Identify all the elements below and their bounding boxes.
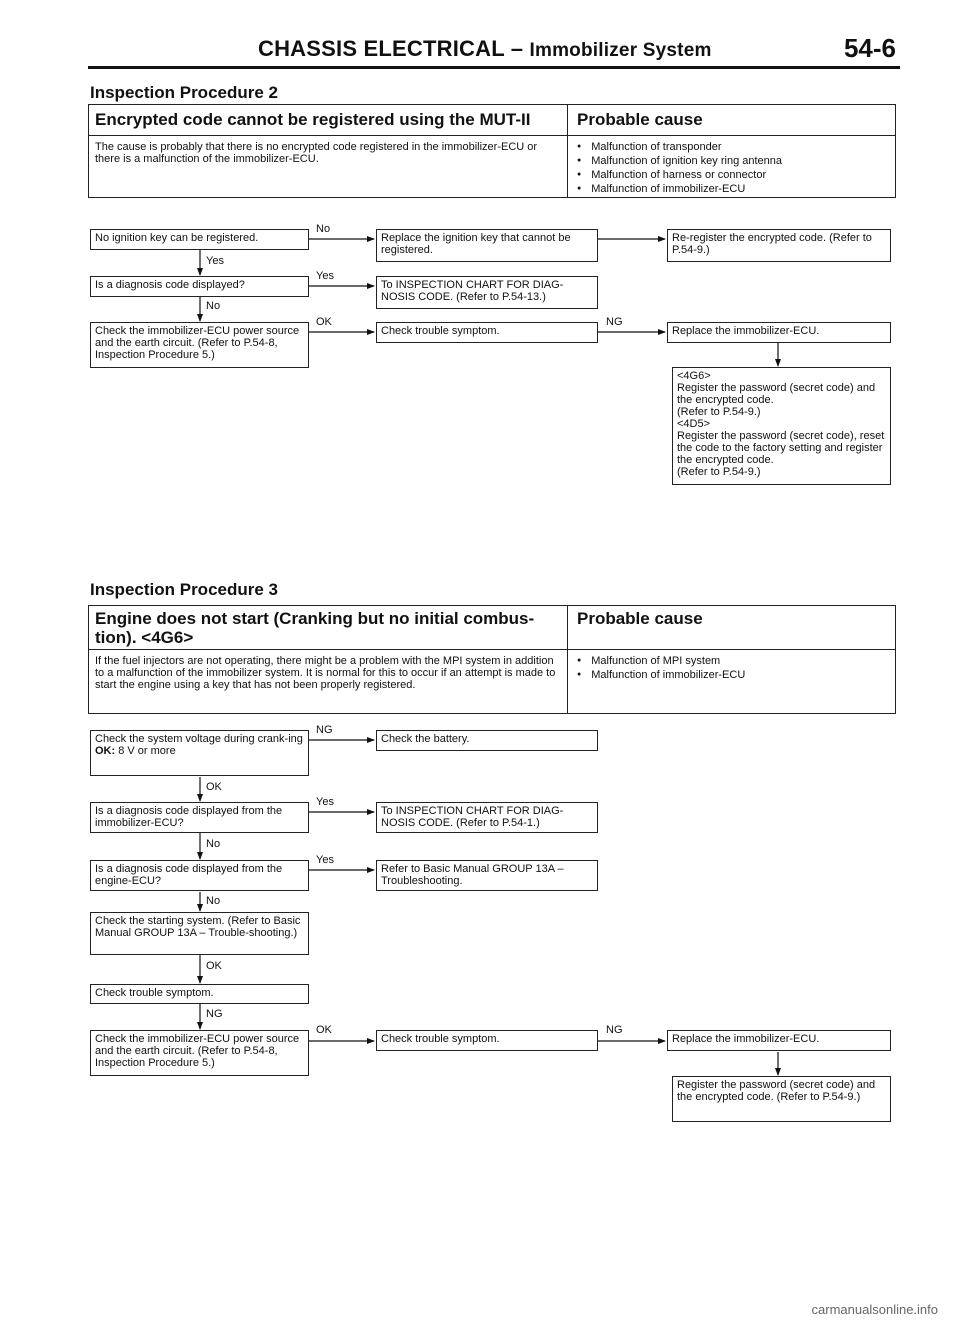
p3-label-ng: NG [316,724,333,736]
voltage-ok-label: OK: [95,745,116,757]
p2-register-box [672,367,891,485]
voltage-instruction: Check the system voltage during crank-ing [95,733,303,745]
p3-label-no: No [206,838,221,850]
p3-label-ok: OK [206,781,222,793]
procedure3-cause-header: Probable cause [577,609,703,628]
procedure2-symptom: Encrypted code cannot be registered using the MUT-II [95,110,531,129]
table-divider [89,649,895,650]
p2-replace-key-box: Replace the ignition key that cannot be registered. [376,229,598,262]
watermark-link[interactable]: carmanualsonline.info [811,1302,938,1317]
p3-insp-chart-box: To INSPECTION CHART FOR DIAG-NOSIS CODE. (Refer to P.54-1.) [376,802,598,833]
p2-diag-displayed-box: Is a diagnosis code displayed? [90,276,309,297]
p3-label-ng: NG [606,1024,623,1036]
register-line: (Refer to P.54-9.) [677,406,761,418]
procedure3-symptom: Engine does not start (Cranking but no initial combus-tion). <4G6> [95,609,535,647]
procedure2-title: Inspection Procedure 2 [90,83,278,102]
p2-label-yes: Yes [206,255,224,267]
p3-diag-immo-box: Is a diagnosis code displayed from the immobilizer-ECU? [90,802,309,833]
p3-register-box: Register the password (secret code) and the encrypted code. (Refer to P.54-9.) [672,1076,891,1122]
section-name: CHASSIS ELECTRICAL [258,36,505,61]
cause-item: ● Malfunction of transponder [577,141,887,155]
p3-label-no: No [206,895,221,907]
register-line: <4G6> [677,370,711,382]
p3-label-ok: OK [316,1024,332,1036]
p3-label-ok: OK [206,960,222,972]
subsection-name: Immobilizer System [529,40,712,61]
p2-replace-ecu-box: Replace the immobilizer-ECU. [667,322,891,343]
cause-item: ● Malfunction of MPI system [577,655,887,669]
p2-no-key-box: No ignition key can be registered. [90,229,309,250]
procedure2-cause-header: Probable cause [577,110,703,129]
p3-check-battery-box: Check the battery. [376,730,598,751]
p2-check-symptom-box: Check trouble symptom. [376,322,598,343]
procedure3-title: Inspection Procedure 3 [90,580,278,599]
voltage-spec [95,745,304,757]
p2-insp-chart-box: To INSPECTION CHART FOR DIAG-NOSIS CODE. (Refer to P.54-13.) [376,276,598,309]
p3-diag-engine-box: Is a diagnosis code displayed from the engine-ECU? [90,860,309,891]
register-line: (Refer to P.54-9.) [677,466,761,478]
p2-label-no: No [206,300,221,312]
p3-check-voltage-box [90,730,309,776]
p2-check-power-box: Check the immobilizer-ECU power source and the earth circuit. (Refer to P.54-8, Inspection Procedure 5.) [90,322,309,368]
cause-item: ● Malfunction of immobilizer-ECU [577,669,887,683]
p3-check-symptom2-box: Check trouble symptom. [376,1030,598,1051]
procedure3-table [88,605,896,714]
voltage-ok-value: 8 V or more [118,745,176,757]
page-number: 54-6 [843,33,896,63]
p3-check-starting-box: Check the starting system. (Refer to Basic Manual GROUP 13A – Trouble-shooting.) [90,912,309,955]
register-line: <4D5> [677,418,711,430]
p2-label-ok: OK [316,316,332,328]
p3-label-yes: Yes [316,796,334,808]
register-line: Register the password (secret code) and the encrypted code. [677,382,876,406]
table-divider [89,135,895,136]
procedure3-cause-list [577,655,887,683]
procedure2-table [88,104,896,198]
register-line: Register the password (secret code), reset the code to the factory setting and register the encrypted code. [677,430,885,466]
p3-check-power-box: Check the immobilizer-ECU power source and the earth circuit. (Refer to P.54-8, Inspection Procedure 5.) [90,1030,309,1076]
p2-label-no: No [316,223,331,235]
procedure2-cause-list [577,141,887,197]
procedure3-description: If the fuel injectors are not operating, there might be a problem with the MPI system in addition to a malfunction of the immobilizer system. It is normal for this to occur if an attempt is made to start the engine using a key that has not been properly registered. [95,655,556,691]
p3-replace-ecu-box: Replace the immobilizer-ECU. [667,1030,891,1051]
p2-reregister-box: Re-register the encrypted code. (Refer to P.54-9.) [667,229,891,262]
cause-item: ● Malfunction of harness or connector [577,169,887,183]
cause-item: ● Malfunction of ignition key ring antenna [577,155,887,169]
p2-label-ng: NG [606,316,623,328]
p3-refer-basic-box: Refer to Basic Manual GROUP 13A – Troubleshooting. [376,860,598,891]
p3-label-ng: NG [206,1008,223,1020]
cause-item: ● Malfunction of immobilizer-ECU [577,183,887,197]
procedure2-description: The cause is probably that there is no encrypted code registered in the immobilizer-ECU or there is a malfunction of the immobilizer-ECU. [95,141,538,165]
table-divider [567,105,568,197]
table-divider [567,606,568,713]
p3-label-yes: Yes [316,854,334,866]
header-separator: – [504,36,530,61]
p2-label-yes: Yes [316,270,334,282]
p3-check-symptom1-box: Check trouble symptom. [90,984,309,1004]
